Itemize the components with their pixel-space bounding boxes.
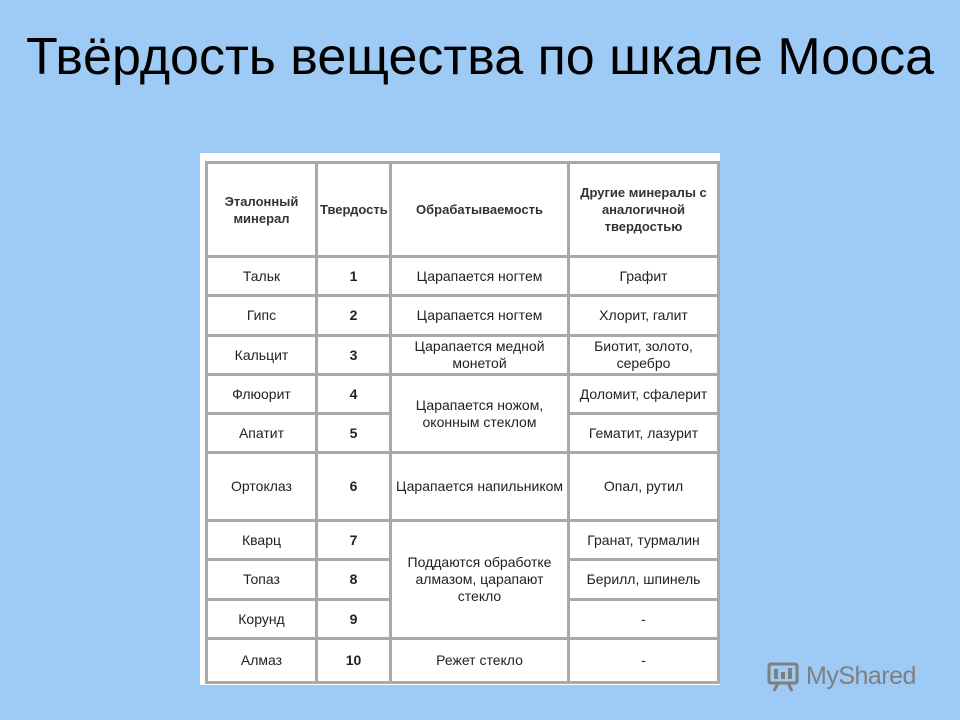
table-row — [207, 336, 719, 375]
other-minerals-cell: Гранат, турмалин — [569, 521, 719, 560]
workability-cell: Царапается ножом, оконным стеклом — [391, 375, 569, 453]
other-minerals-cell: Графит — [569, 257, 719, 296]
hardness-cell: 1 — [317, 257, 391, 296]
hardness-cell: 10 — [317, 639, 391, 683]
hardness-cell: 2 — [317, 296, 391, 336]
mineral-cell: Топаз — [207, 560, 317, 600]
table-row — [207, 639, 719, 683]
table-row — [207, 521, 719, 560]
table-row — [207, 453, 719, 521]
mohs-table — [205, 161, 720, 684]
other-minerals-cell: Биотит, золото, серебро — [569, 336, 719, 375]
table-image-frame — [200, 153, 720, 685]
myshared-watermark — [766, 656, 916, 696]
other-minerals-cell: Доломит, сфалерит — [569, 375, 719, 414]
workability-cell: Царапается медной монетой — [391, 336, 569, 375]
watermark-text: MyShared — [806, 661, 916, 690]
header-mineral: Эталонный минерал — [207, 163, 317, 257]
other-minerals-cell: Хлорит, галит — [569, 296, 719, 336]
hardness-cell: 4 — [317, 375, 391, 414]
mineral-cell: Корунд — [207, 600, 317, 639]
mineral-cell: Тальк — [207, 257, 317, 296]
mineral-cell: Флюорит — [207, 375, 317, 414]
workability-cell: Царапается ногтем — [391, 296, 569, 336]
mineral-cell: Кварц — [207, 521, 317, 560]
hardness-cell: 3 — [317, 336, 391, 375]
other-minerals-cell: - — [569, 600, 719, 639]
mineral-cell: Апатит — [207, 414, 317, 453]
workability-cell: Поддаются обработке алмазом, царапают стекло — [391, 521, 569, 639]
hardness-cell: 6 — [317, 453, 391, 521]
slide-title: Твёрдость вещества по шкале Мооса — [25, 28, 935, 86]
other-minerals-cell: Опал, рутил — [569, 453, 719, 521]
hardness-cell: 9 — [317, 600, 391, 639]
mineral-cell: Кальцит — [207, 336, 317, 375]
table-row — [207, 375, 719, 414]
table-row — [207, 257, 719, 296]
table-header-row — [207, 163, 719, 257]
header-other-minerals: Другие минералы с аналогичной твердостью — [569, 163, 719, 257]
workability-cell: Царапается ногтем — [391, 257, 569, 296]
table-row — [207, 296, 719, 336]
header-hardness: Твердость — [317, 163, 391, 257]
hardness-cell: 7 — [317, 521, 391, 560]
myshared-logo-icon — [766, 659, 800, 693]
mineral-cell: Гипс — [207, 296, 317, 336]
other-minerals-cell: Гематит, лазурит — [569, 414, 719, 453]
mineral-cell: Алмаз — [207, 639, 317, 683]
workability-cell: Режет стекло — [391, 639, 569, 683]
other-minerals-cell: Берилл, шпинель — [569, 560, 719, 600]
hardness-cell: 5 — [317, 414, 391, 453]
workability-cell: Царапается напильником — [391, 453, 569, 521]
mineral-cell: Ортоклаз — [207, 453, 317, 521]
other-minerals-cell: - — [569, 639, 719, 683]
header-workability: Обрабатываемость — [391, 163, 569, 257]
hardness-cell: 8 — [317, 560, 391, 600]
